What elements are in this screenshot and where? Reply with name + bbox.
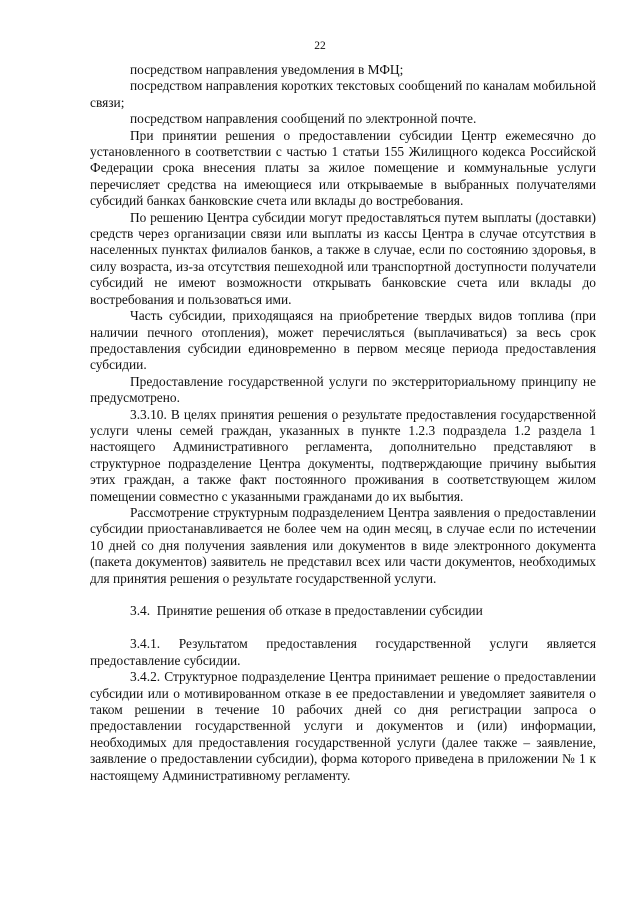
paragraph-extraterritorial: Предоставление государственной услуги по экстерриториальному принципу не предусмотрено. [90,373,596,406]
clause-text: Структурное подразделение Центра принимает решение о предоставлении субсидии или о мотивированном отказе в ее предоставлении и уведомляет заявителя о таком решении в течение 10 рабочих дней со дня регистрации запроса о предоставлении государственной услуги и документов и (или) информации, необходимых для предоставления государственной услуги (далее также – заявление, заявление о предоставлении субсидии), форма которого приведена в приложении № 1 к настоящему Административному регламенту. [90,669,596,783]
clause-number: 3.4.2. [130,669,161,685]
clause-text: Результатом предоставления государственной услуги является предоставление субсидии. [90,636,596,668]
paragraph-notify-mfc: посредством направления уведомления в МФЦ; [130,62,404,77]
paragraph-notify-email: посредством направления сообщений по электронной почте. [130,111,477,127]
paragraph-3-4-1 [90,636,596,669]
paragraph-delivery-payment: По решению Центра субсидии могут предоставляться путем выплаты (доставки) средств через организации связи или выплаты из кассы Центра в случае отсутствия в населенных пунктах филиалов банков, а также в случае, если по состоянию здоровья, в силу возраста, из-за отсутствия пешеходной или транспортной доступности получатели субсидий не имеют возможности открывать банковские счета или вклады до востребования и пользоваться ими. [90,209,596,307]
section-number: 3.4. [130,603,151,618]
paragraph-solid-fuel: Часть субсидии, приходящаяся на приобретение твердых видов топлива (при наличии печного отопления), может перечисляться (выплачиваться) за весь срок предоставления субсидии единовременно в первом месяце периода предоставления субсидии. [90,308,596,373]
section-title: Принятие решения об отказе в предоставлении субсидии [156,603,483,618]
section-heading-3-4 [90,603,596,619]
clause-number: 3.4.1. [130,636,161,652]
paragraph-monthly-transfer: При принятии решения о предоставлении субсидии Центр ежемесячно до установленного в соответствии с частью 1 статьи 155 Жилищного кодекса Российской Федерации срока внесения платы за жилое помещение и коммунальные услуги перечисляет средства на имеющиеся или открываемые в выбранных получателями субсидий банках банковские счета или вклады до востребования. [90,127,596,209]
paragraph-review-suspension: Рассмотрение структурным подразделением Центра заявления о предоставлении субсидии приостанавливается не более чем на один месяц, в случае если по истечении 10 дней со дня получения заявления или документов в виде электронного документа (пакета документов) заявитель не представил всех или части документов, необходимых для принятия решения о результате государственной услуги. [90,504,596,586]
clause-text: В целях принятия решения о результате предоставления государственной услуги члены семей граждан, указанных в пункте 1.2.3 подраздела 1.2 раздела 1 настоящего Административного регламента, дополнительно представляют в структурное подразделение Центра документы, подтверждающие причину выбытия этих граждан, а также факт постоянного проживания в соответствующем жилом помещении совместно с указанными гражданами до их выбытия. [90,406,596,504]
paragraph-3-3-10 [90,407,596,505]
page-number: 22 [314,40,326,52]
paragraph-3-4-2 [90,669,596,784]
clause-number: 3.3.10. [130,406,167,422]
paragraph-notify-sms: посредством направления коротких текстовых сообщений по каналам мобильной связи; [90,78,596,110]
document-body [90,62,596,784]
